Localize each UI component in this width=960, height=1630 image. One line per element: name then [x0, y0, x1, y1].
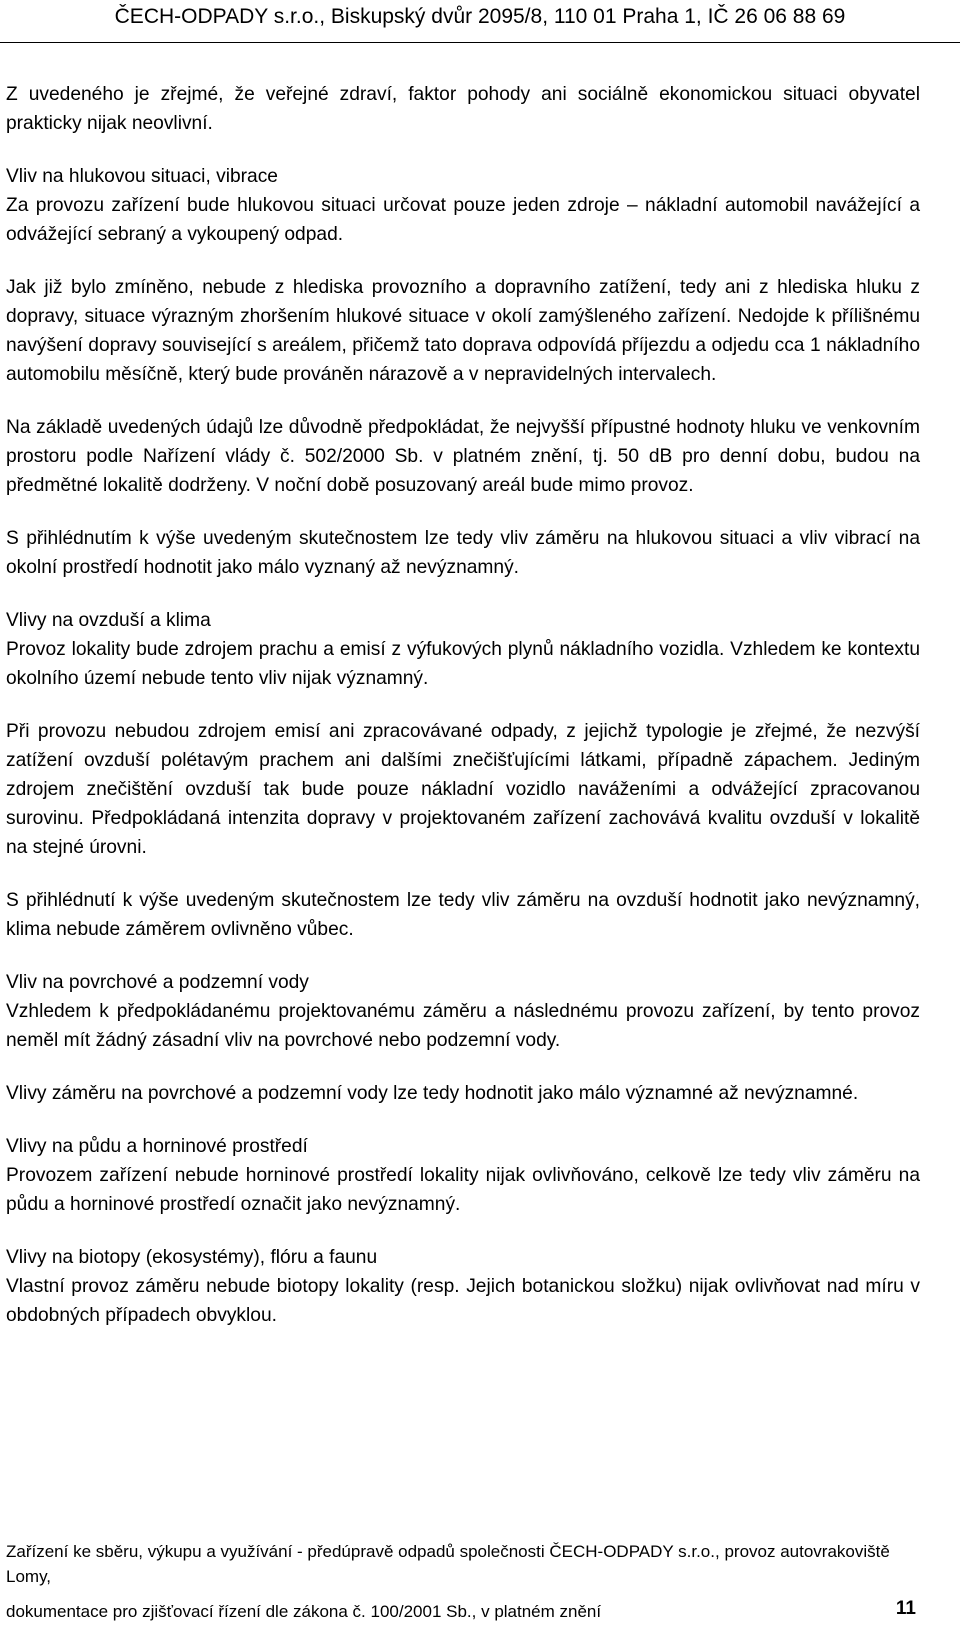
paragraph	[6, 717, 920, 862]
paragraph-text: Vlivy záměru na povrchové a podzemní vody lze tedy hodnotit jako málo významné až nevýznamné.	[6, 1083, 859, 1104]
paragraph	[6, 968, 920, 1055]
paragraph	[6, 1132, 920, 1219]
footer-line-3: dokumentace pro zjišťovací řízení dle zákona č. 100/2001 Sb., v platném znění	[6, 1602, 602, 1621]
page-header	[0, 0, 960, 46]
paragraph-text: S přihlédnutím k výše uvedeným skutečnostem lze tedy vliv záměru na hlukovou situaci a vliv vibrací na okolní prostředí hodnotit jako málo vyznaný až nevýznamný.	[6, 528, 920, 578]
page-number: 11	[895, 1598, 916, 1619]
section-heading: Vlivy na biotopy (ekosystémy), flóru a faunu	[6, 1247, 378, 1268]
paragraph	[6, 413, 920, 500]
page-footer	[6, 1539, 920, 1589]
section-heading: Vlivy na půdu a horninové prostředí	[6, 1136, 308, 1157]
paragraph	[6, 886, 920, 944]
header-text: ČECH-ODPADY s.r.o., Biskupský dvůr 2095/8, 110 01 Praha 1, IČ 26 06 88 69	[114, 5, 846, 28]
section-heading: Vlivy na ovzduší a klima	[6, 610, 211, 631]
paragraph-text: Při provozu nebudou zdrojem emisí ani zpracovávané odpady, z jejichž typologie je zřejmé, že nezvýší zatížení ovzduší polétavým prachem ani dalšími znečišťujícími látkami, případně zápachem. Jediným zdrojem znečištění ovzduší tak bude pouze nákladní vozidlo naváženími a odvážející zpracovanou surovinu. Předpokládaná intenzita dopravy v projektovaném zařízení zachovává kvalitu ovzduší v lokalitě na stejné úrovni.	[6, 721, 920, 858]
paragraph-text: Na základě uvedených údajů lze důvodně předpokládat, že nejvyšší přípustné hodnoty hluku ve venkovním prostoru podle Nařízení vlády č. 502/2000 Sb. v platném znění, tj. 50 dB pro denní dobu, budou na předmětné lokalitě dodrženy. V noční době posuzovaný areál bude mimo provoz.	[6, 417, 920, 496]
paragraph	[6, 1079, 920, 1108]
paragraph-text: Provozem zařízení nebude horninové prostředí lokality nijak ovlivňováno, celkově lze tedy vliv záměru na půdu a horninové prostředí označit jako nevýznamný.	[6, 1165, 920, 1215]
paragraph-text: Vlastní provoz záměru nebude biotopy lokality (resp. Jejich botanickou složku) nijak ovlivňovat nad míru v obdobných případech obvyklou.	[6, 1276, 920, 1326]
page-footer-bottom	[6, 1599, 920, 1624]
section-heading: Vliv na povrchové a podzemní vody	[6, 972, 309, 993]
paragraph	[6, 162, 920, 249]
paragraph-text: Jak již bylo zmíněno, nebude z hlediska provozního a dopravního zatížení, tedy ani z hlediska hluku z dopravy, situace výrazným zhoršením hlukové situace v okolí zamýšleného zařízení. Nedojde k přílišnému navýšení dopravy související s areálem, přičemž tato doprava odpovídá příjezdu a odjedu cca 1 nákladního automobilu měsíčně, který bude prováněn nárazově a v nepravidelných intervalech.	[6, 277, 920, 385]
footer-line-1: Zařízení ke sběru, výkupu a využívání - předúpravě odpadů společnosti ČECH-ODPADY s.r.o.,	[6, 1542, 720, 1561]
paragraph	[6, 606, 920, 693]
paragraph-text: Z uvedeného je zřejmé, že veřejné zdraví, faktor pohody ani sociálně ekonomickou situaci obyvatel prakticky nijak neovlivní.	[6, 84, 920, 134]
paragraph-text: Vzhledem k předpokládanému projektovanému záměru a následnému provozu zařízení, by tento provoz neměl mít žádný zásadní vliv na povrchové nebo podzemní vody.	[6, 1001, 920, 1051]
paragraph-text: S přihlédnutí k výše uvedeným skutečnostem lze tedy vliv záměru na ovzduší hodnotit jako nevýznamný, klima nebude záměrem ovlivněno vůbec.	[6, 890, 920, 940]
paragraph	[6, 80, 920, 138]
section-heading: Vliv na hlukovou situaci, vibrace	[6, 166, 278, 187]
paragraph	[6, 1243, 920, 1330]
paragraph	[6, 524, 920, 582]
header-divider	[0, 42, 960, 43]
paragraph	[6, 273, 920, 389]
paragraph-text: Za provozu zařízení bude hlukovou situaci určovat pouze jeden zdroje – nákladní automobil navážející a odvážející sebraný a vykoupený odpad.	[6, 195, 920, 245]
footer-line-2: provoz autovrakoviště Lomy,	[6, 1542, 890, 1586]
paragraph-text: Provoz lokality bude zdrojem prachu a emisí z výfukových plynů nákladního vozidla. Vzhledem ke kontextu okolního území nebude tento vliv nijak významný.	[6, 639, 920, 689]
document-body	[6, 80, 920, 1354]
